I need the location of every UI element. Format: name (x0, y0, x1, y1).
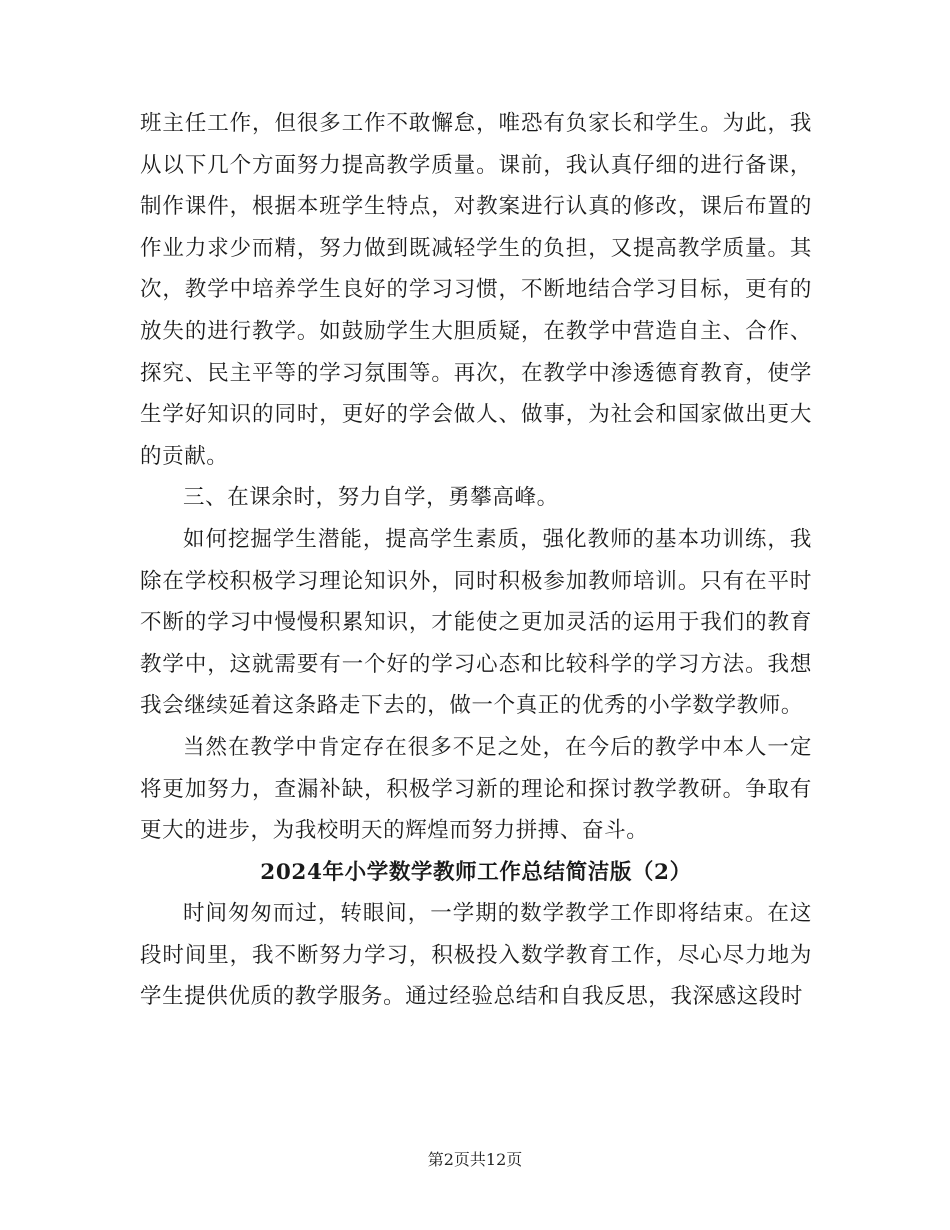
page-number-footer: 第2页共12页 (427, 1150, 523, 1169)
document-body (140, 103, 812, 1018)
paragraph-closing: 当然在教学中肯定存在很多不足之处，在今后的教学中本人一定将更加努力，查漏补缺，积极学习新的理论和探讨教学教研。争取有更大的进步，为我校明天的辉煌而努力拼搏、奋斗。 (140, 734, 812, 844)
section-title: 2024年小学数学教师工作总结简洁版（2） (260, 859, 692, 885)
paragraph-continued: 班主任工作，但很多工作不敢懈怠，唯恐有负家长和学生。为此，我从以下几个方面努力提高教学质量。课前，我认真仔细的进行备课，制作课件，根据本班学生特点，对教案进行认真的修改，课后布置的作业力求少而精，努力做到既减轻学生的负担，又提高教学质量。其次，教学中培养学生良好的学习习惯，不断地结合学习目标，更有的放失的进行教学。如鼓励学生大胆质疑，在教学中营造自主、合作、探究、民主平等的学习氛围等。再次，在教学中渗透德育教育，使学生学好知识的同时，更好的学会做人、做事，为社会和国家做出更大的贡献。 (140, 111, 812, 469)
section-three-heading: 三、在课余时，努力自学，勇攀高峰。 (183, 485, 559, 511)
paragraph-self-study: 如何挖掘学生潜能，提高学生素质，强化教师的基本功训练，我除在学校积极学习理论知识外，同时积极参加教师培训。只有在平时不断的学习中慢慢积累知识，才能使之更加灵活的运用于我们的教育教学中，这就需要有一个好的学习心态和比较科学的学习方法。我想我会继续延着这条路走下去的，做一个真正的优秀的小学数学教师。 (140, 526, 812, 719)
paragraph-intro: 时间匆匆而过，转眼间，一学期的数学教学工作即将结束。在这段时间里，我不断努力学习，积极投入数学教育工作，尽心尽力地为学生提供优质的教学服务。通过经验总结和自我反思，我深感这段时 (140, 901, 812, 1010)
